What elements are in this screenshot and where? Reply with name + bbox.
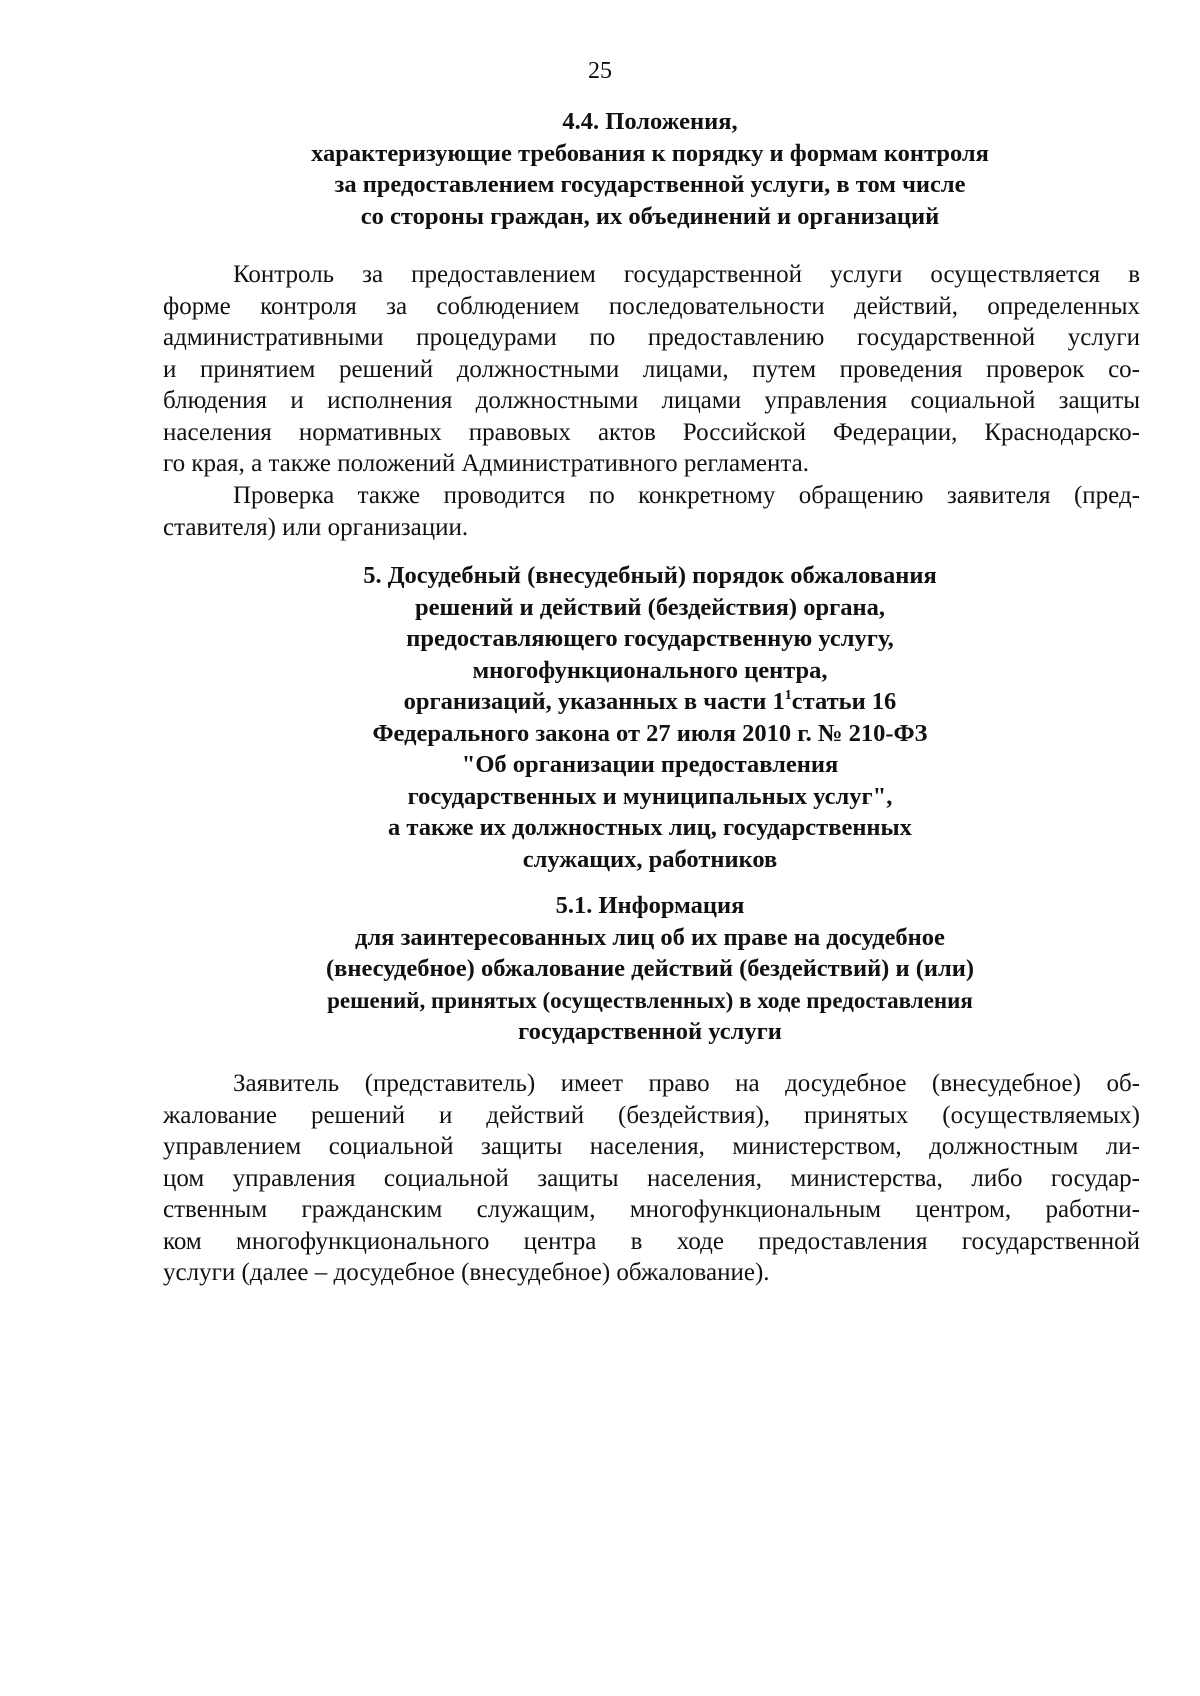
paragraph-line: го края, а также положений Административного регламента. xyxy=(163,450,809,477)
heading-line: 5. Досудебный (внесудебный) порядок обжалования xyxy=(363,562,937,589)
section-4-4-paragraph-2 xyxy=(163,480,1140,543)
heading-line: характеризующие требования к порядку и формам контроля xyxy=(311,139,989,167)
heading-line: государственных и муниципальных услуг", xyxy=(407,782,893,810)
paragraph-line: услуги (далее – досудебное (внесудебное) обжалование). xyxy=(163,1259,770,1286)
paragraph-line: Контроль за предоставлением государственной услуги осуществляется в xyxy=(233,261,1140,288)
paragraph-line: населения нормативных правовых актов Российской Федерации, Краснодарско- xyxy=(163,418,1140,446)
heading-line: Федерального закона от 27 июля 2010 г. № 210-ФЗ xyxy=(372,719,928,747)
heading-line-end: статьи 16 xyxy=(791,688,897,715)
heading-line: решений и действий (бездействия) органа, xyxy=(415,593,885,621)
heading-line: предоставляющего государственную услугу, xyxy=(406,625,894,652)
paragraph-line: ком многофункционального центра в ходе предоставления государственной xyxy=(163,1227,1140,1255)
heading-line: со стороны граждан, их объединений и организаций xyxy=(360,202,940,230)
section-5-heading xyxy=(200,560,1100,875)
paragraph-line: управлением социальной защиты населения, министерством, должностным ли- xyxy=(163,1133,1140,1160)
paragraph-line: жалование решений и действий (бездействия), принятых (осуществляемых) xyxy=(163,1101,1140,1129)
heading-line: 5.1. Информация xyxy=(555,892,745,919)
paragraph-line: цом управления социальной защиты населения, министерства, либо государ- xyxy=(163,1164,1140,1192)
heading-line: многофункционального центра, xyxy=(472,656,828,684)
heading-line: решений, принятых (осуществленных) в ходе предоставления xyxy=(327,987,973,1013)
heading-line: государственной услуги xyxy=(518,1018,782,1045)
section-5-1-heading xyxy=(200,890,1100,1048)
paragraph-line: Проверка также проводится по конкретному обращению заявителя (пред- xyxy=(233,482,1140,509)
paragraph-line: административными процедурами по предоставлению государственной услуги xyxy=(163,324,1140,351)
paragraph-line: Заявитель (представитель) имеет право на досудебное (внесудебное) об- xyxy=(233,1070,1140,1097)
heading-line: за предоставлением государственной услуги, в том числе xyxy=(334,171,966,198)
heading-line-with-superscript xyxy=(200,686,1100,718)
heading-line: для заинтересованных лиц об их праве на досудебное xyxy=(355,923,945,951)
section-5-1-paragraph xyxy=(163,1068,1140,1289)
paragraph-line: блюдения и исполнения должностными лицами управления социальной защиты xyxy=(163,387,1140,414)
heading-line-start: организаций, указанных в части 1 xyxy=(403,688,785,715)
paragraph-line: ставителя) или организации. xyxy=(163,513,469,541)
paragraph-line: и принятием решений должностными лицами, путем проведения проверок со- xyxy=(163,355,1140,383)
heading-line: служащих, работников xyxy=(522,845,778,873)
page-number: 25 xyxy=(588,58,612,84)
heading-line: "Об организации предоставления xyxy=(461,751,839,778)
paragraph-line: форме контроля за соблюдением последовательности действий, определенных xyxy=(163,292,1140,320)
section-4-4-heading xyxy=(200,106,1100,232)
heading-line: 4.4. Положения, xyxy=(562,108,738,135)
heading-line: (внесудебное) обжалование действий (бездействий) и (или) xyxy=(325,955,975,982)
heading-line: а также их должностных лиц, государственных xyxy=(388,814,912,841)
section-4-4-paragraph-1 xyxy=(163,259,1140,480)
paragraph-line: ственным гражданским служащим, многофункциональным центром, работни- xyxy=(163,1196,1140,1223)
superscript-number: 1 xyxy=(784,688,792,703)
